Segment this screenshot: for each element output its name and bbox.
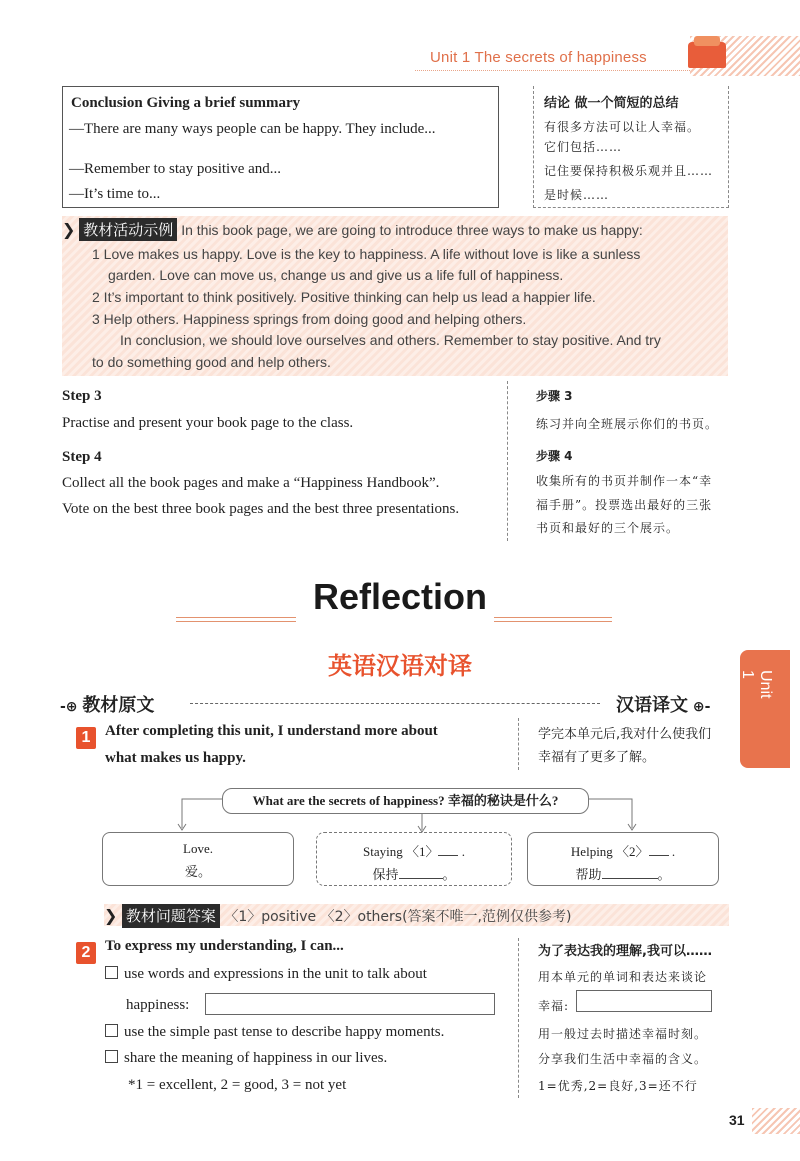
node-helping-en: Helping 〈2〉 <box>570 844 649 859</box>
cn-step4-text-2: 福手册”。投票选出最好的三张 <box>536 498 713 512</box>
answers-text: 〈1〉positive 〈2〉others(答案不唯一,范例仅供参考) <box>224 909 572 925</box>
q1-divider <box>518 718 519 770</box>
q2-item-2: use the simple past tense to describe happy moments. <box>105 1024 444 1041</box>
node-helping-cn: 帮助 <box>575 867 602 882</box>
q2-note: *1 = excellent, 2 = good, 3 = not yet <box>128 1077 347 1093</box>
conclusion-cn-line-2: 它们包括…… <box>544 140 623 154</box>
checkbox-2[interactable] <box>105 1024 118 1037</box>
helping-cn-blank <box>602 878 658 879</box>
q1-cn-line-1: 学完本单元后,我对什么使我们 <box>538 727 712 742</box>
step4-text-2: Vote on the best three book pages and the best three presentations. <box>62 501 460 517</box>
q2-cn-3: 分享我们生活中幸福的含义。 <box>538 1052 708 1066</box>
checkbox-3[interactable] <box>105 1050 118 1063</box>
cn-step3-heading: 步骤 3 <box>536 389 573 403</box>
translation-label: 汉语译文 ⊕- <box>616 695 711 716</box>
diagram-node-helping: Helping 〈2〉 . 帮助 。 <box>527 832 719 886</box>
title-rule-right <box>494 617 612 622</box>
diagram-node-love <box>102 832 294 886</box>
question-number-1: 1 <box>76 727 96 749</box>
answers-tag: 教材问题答案 <box>122 904 220 928</box>
section-subtitle: 英语汉语对译 <box>328 652 472 680</box>
step3-heading: Step 3 <box>62 388 102 404</box>
cn-step3-text: 练习并向全班展示你们的书页。 <box>536 417 719 431</box>
conclusion-translation <box>533 86 729 208</box>
original-text-label: -⊕ 教材原文 <box>60 695 155 716</box>
question-number-2: 2 <box>76 942 96 964</box>
q1-line-2: what makes us happy. <box>105 750 246 766</box>
cn-step4-text-3: 书页和最好的三个展示。 <box>536 521 680 535</box>
q1-cn-line-2: 幸福有了更多了解。 <box>538 750 656 765</box>
conclusion-cn-title: 结论 做一个简短的总结 <box>544 96 679 111</box>
section-divider <box>190 703 600 704</box>
page-number: 31 <box>729 1112 745 1128</box>
sample-line-5: In conclusion, we should love ourselves and others. Remember to stay positive. And try <box>120 332 661 348</box>
conclusion-cn-line-3: 记住要保持积极乐观并且…… <box>544 164 714 178</box>
sample-activity-band <box>62 216 728 376</box>
diagram-node-staying: Staying 〈1〉 . 保持 。 <box>316 832 512 886</box>
unit-side-tab <box>740 650 790 768</box>
node-love-cn: 爱。 <box>184 864 211 879</box>
q2-cn-2: 用一般过去时描述幸福时刻。 <box>538 1027 708 1041</box>
conclusion-cn-line-1: 有很多方法可以让人幸福。 <box>544 120 701 134</box>
sample-line-6: to do something good and help others. <box>92 354 331 370</box>
step4-text-1: Collect all the book pages and make a “Happiness Handbook”. <box>62 475 440 491</box>
sample-line-4: 3 Help others. Happiness springs from doing good and helping others. <box>92 311 527 327</box>
reflection-title: Reflection <box>312 576 488 617</box>
happiness-input[interactable] <box>205 993 495 1015</box>
diagram-question: What are the secrets of happiness? 幸福的秘诀是什么? <box>222 788 589 814</box>
conclusion-line-2: —Remember to stay positive and... <box>69 161 282 177</box>
conclusion-cn-line-4: 是时候…… <box>544 188 610 202</box>
happiness-cn-input[interactable] <box>576 990 712 1012</box>
q2-cn-note: 1=优秀,2=良好,3=还不行 <box>538 1079 698 1093</box>
page-decoration <box>752 1108 800 1134</box>
down-arrow-icon-2: ⊕- <box>688 699 711 715</box>
side-tab-label: Unit 1 <box>739 670 774 699</box>
node-staying-en: Staying 〈1〉 <box>363 844 439 859</box>
book-icon <box>688 42 726 68</box>
step3-text: Practise and present your book page to the class. <box>62 415 354 431</box>
sample-line-3: 2 It’s important to think positively. Positive thinking can help us lead a happier life. <box>92 289 596 305</box>
q2-title: To express my understanding, I can... <box>105 938 344 954</box>
q2-cn-1-cont: 幸福: <box>538 999 570 1013</box>
conclusion-title: Conclusion Giving a brief summary <box>71 95 301 111</box>
sample-line-1: 1 Love makes us happy. Love is the key to happiness. A life without love is like a sunless <box>92 246 641 262</box>
q1-line-1: After completing this unit, I understand more about <box>105 723 438 739</box>
q2-cn-title: 为了表达我的理解,我可以…… <box>538 944 712 959</box>
sample-line-2: garden. Love can move us, change us and give us a life full of happiness. <box>108 267 564 283</box>
down-arrow-icon: -⊕ <box>60 699 83 715</box>
sample-intro: In this book page, we are going to introduce three ways to make us happy: <box>181 222 643 238</box>
node-love-en: Love. <box>183 841 213 856</box>
title-rule-left <box>176 617 296 622</box>
q2-item-1: use words and expressions in the unit to talk about <box>105 966 427 983</box>
q2-divider <box>518 938 519 1098</box>
staying-cn-blank <box>399 878 443 879</box>
conclusion-line-1: —There are many ways people can be happy. They include... <box>69 121 436 137</box>
cn-step4-text-1: 收集所有的书页并制作一本“幸 <box>536 474 713 488</box>
step4-heading: Step 4 <box>62 449 102 465</box>
chevron-right-icon-2: ❯ <box>104 906 118 925</box>
node-staying-cn: 保持 <box>372 867 399 882</box>
q2-item-1-cont: happiness: <box>126 997 190 1013</box>
conclusion-line-3: —It’s time to... <box>69 186 161 202</box>
conclusion-box <box>62 86 499 208</box>
q2-cn-1: 用本单元的单词和表达来谈论 <box>538 970 708 984</box>
staying-blank <box>438 855 458 856</box>
q2-item-3: share the meaning of happiness in our lives. <box>105 1050 387 1067</box>
cn-step4-heading: 步骤 4 <box>536 449 573 463</box>
checkbox-1[interactable] <box>105 966 118 979</box>
answers-line <box>104 904 571 928</box>
header-rule <box>415 70 690 71</box>
helping-blank <box>649 855 669 856</box>
chevron-right-icon: ❯ <box>62 220 76 239</box>
unit-title: Unit 1 The secrets of happiness <box>430 49 647 66</box>
sample-tag: 教材活动示例 <box>79 218 177 241</box>
